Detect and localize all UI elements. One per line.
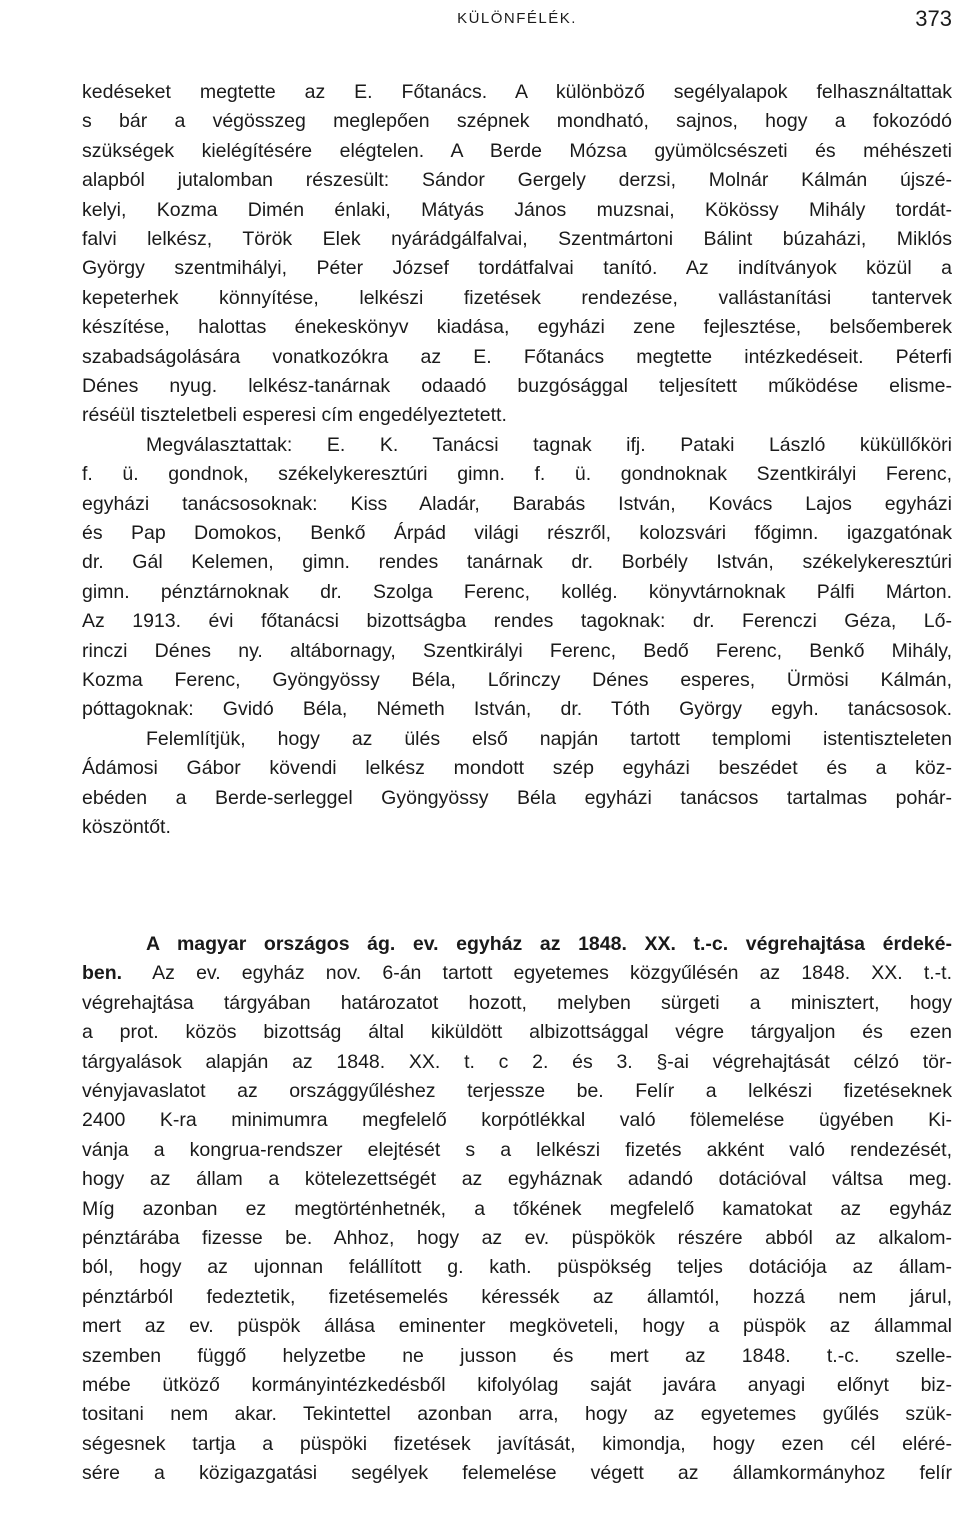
text-line: Míg azonban ez megtörténhetnék, a tőkének megfelelő kamatokat az egyház [82,1197,952,1220]
text-line: kelyi, Kozma Dimén énlaki, Mátyás János muzsnai, Kökössy Mihály tordát- [82,198,952,221]
text-line: végrehajtása tárgyában határozatot hozott, melyben sürgeti a minisztert, hogy [82,991,952,1014]
running-head [82,6,952,36]
text-line: alapból jutalomban részesült: Sándor Gergely derzsi, Molnár Kálmán újszé- [82,169,952,192]
text-line: egyházi tanácsosoknak: Kiss Aladár, Barabás István, Kovács Lajos egyházi [82,492,952,515]
text-line: kepeterhek könnyítése, lelkészi fizetések rendezése, vallástanítási tantervek [82,286,952,309]
text-line: gimn. pénztárnoknak dr. Szolga Ferenc, kollég. könyvtárnoknak Pálfi Márton. [82,580,952,603]
text-line: Kozma Ferenc, Gyöngyössy Béla, Lőrinczy Dénes esperes, Ürmösi Kálmán, [82,669,952,691]
text-line: Felemlítjük, hogy az ülés első napján tartott templomi istentiszteleten [146,727,952,750]
text-line: Dénes nyug. lelkész-tanárnak odaadó buzgósággal teljesített működése elisme- [82,375,952,397]
text-line: készítése, halottas énekeskönyv kiadása, egyházi zene fejlesztése, belsőemberek [82,316,952,339]
text-line: Megválasztattak: E. K. Tanácsi tagnak ifj. Pataki László küküllőköri [146,433,952,456]
text-line: mébe ütköző kormányintézkedésből kifolyólag saját javára anyagi előnyt biz- [82,1374,952,1396]
text-line: hogy az állam a kötelezettségét az egyháznak adandó dotációval váltsa meg. [82,1168,952,1191]
text-line: falvi lelkész, Török Elek nyárádgálfalvai, Szentmártoni Bálint búzaházi, Miklós [82,228,952,250]
section-2-heading: A magyar országos ág. ev. egyház az 1848. XX. t.-c. végrehajtása érdeké- [146,933,952,955]
section-2-heading-line-2 [82,959,952,987]
running-head-title: KÜLÖNFÉLÉK. [457,10,577,27]
text-line: vánja a kongrua-rendszer elejtését s a lelkészi fizetés akként való rendezését, [82,1138,952,1161]
text-line: tárgyalások alapján az 1848. XX. t. c 2. és 3. §-ai végrehajtását célzó tör- [82,1050,952,1073]
text-line: ebéden a Berde-serleggel Gyöngyössy Béla egyházi tanácsos tartalmas pohár- [82,786,952,809]
text-line: pénztárból fedeztetik, fizetésemelés kéressék az államtól, hozzá nem járul, [82,1285,952,1308]
text-line: köszöntőt. [82,816,171,838]
text-line: ségesnek tartja a püspöki fizetések javítását, kimondja, hogy ezen cél eléré- [82,1432,952,1455]
text-line: Ádámosi Gábor kövendi lelkész mondott szép egyházi beszédet és a köz- [82,757,952,780]
text-line: vényjavaslatot az országgyűléshez terjessze be. Felír a lelkészi fizetéseknek [82,1080,952,1102]
page-number: 373 [915,6,952,31]
text-line: a prot. közös bizottság által kiküldött albizottsággal végre tárgyaljon és ezen [82,1021,952,1044]
text-line: mert az ev. püspök állása eminenter megköveteli, hogy a püspök az állammal [82,1315,952,1338]
text-line: rinczi Dénes ny. altábornagy, Szentkirályi Ferenc, Bedő Ferenc, Benkő Mihály, [82,639,952,662]
text-line: dr. Gál Kelemen, gimn. rendes tanárnak dr. Borbély István, székelykeresztúri [82,551,952,574]
text-line: tositani nem akar. Tekintettel azonban arra, hogy az egyetemes gyűlés szük- [82,1403,952,1426]
text-line: és Pap Domokos, Benkő Árpád világi részről, kolozsvári főgimn. igazgatónak [82,522,952,544]
section-2-heading-line [146,930,952,958]
text-line: szükségek kielégítésére elégtelen. A Berde Mózsa gyümölcsészeti és méhészeti [82,139,952,162]
text-line: f. ü. gondnok, székelykeresztúri gimn. f. ü. gondnoknak Szentkirályi Ferenc, [82,463,952,486]
text-line: Az 1913. évi főtanácsi bizottságba rendes tagoknak: dr. Ferenczi Géza, Lő- [82,610,952,633]
section-2-first-sentence: Az ev. egyház nov. 6-án tartott egyetemes közgyűlésén az 1848. XX. t.-t. [152,962,953,985]
text-line: réséül tiszteletbeli esperesi cím engedélyeztetett. [82,404,507,427]
text-line: s bár a végösszeg meglepően szépnek mondható, sajnos, hogy a fokozódó [82,110,952,133]
text-line: pénztárába fizesse be. Ahhoz, hogy az ev. püspökök részére abból az alkalom- [82,1227,952,1249]
text-line: szemben függő helyzetbe ne jusson és mert az 1848. t.-c. szelle- [82,1344,952,1367]
text-line: György szentmihályi, Péter József tordátfalvai tanító. Az indítványok közül a [82,257,952,280]
section-2-heading-end: ben. [82,962,123,985]
text-line: kedéseket megtette az E. Főtanács. A különböző segélyalapok felhasználtattak [82,81,952,103]
text-line: póttagoknak: Gvidó Béla, Németh István, dr. Tóth György egyh. tanácsosok. [82,698,952,721]
text-line: szabadságolására vonatkozókra az E. Főtanács megtette intézkedéseit. Péterfi [82,345,952,368]
text-line: ból, hogy az ujonnan felállított g. kath. püspökség teljes dotációja az állam- [82,1256,952,1279]
text-line: sére a közigazgatási segélyek felemelése végett az államkormányhoz felír [82,1462,952,1485]
text-line: 2400 K-ra minimumra megfelelő korpótlékkal való fölemelése ügyében Ki- [82,1109,952,1132]
